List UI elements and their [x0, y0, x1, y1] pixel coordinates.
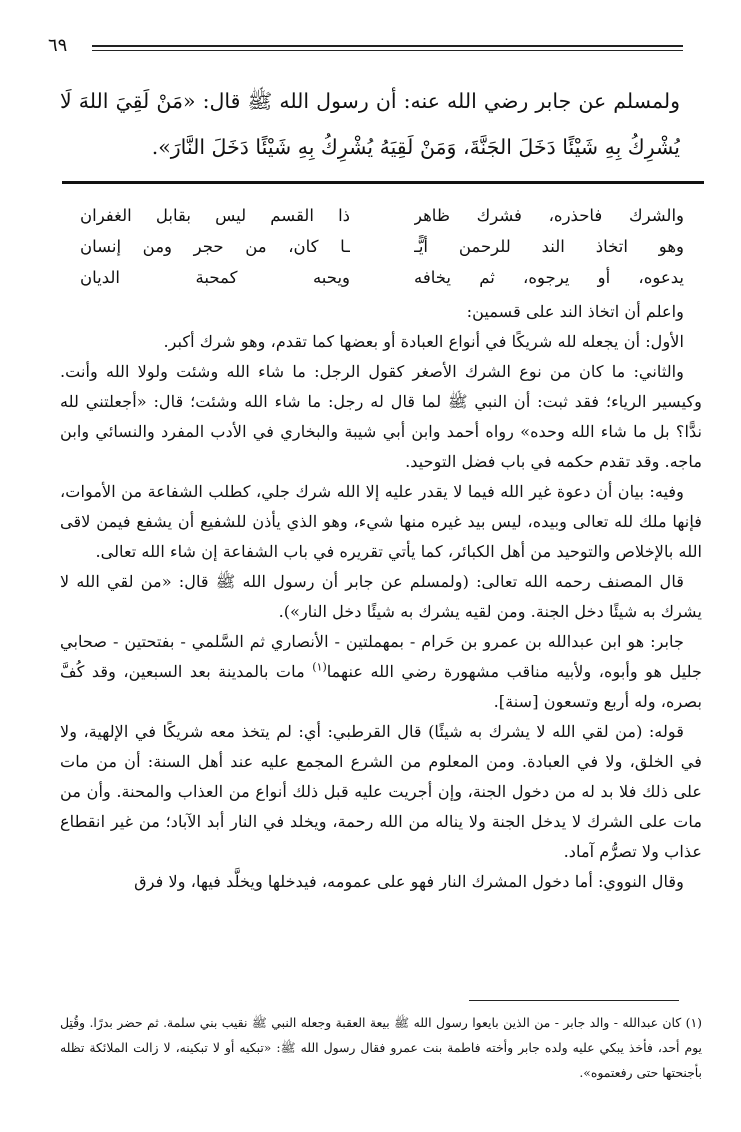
paragraph: واعلم أن اتخاذ الند على قسمين:: [466, 302, 684, 321]
paragraph: قوله: (من لقي الله لا يشرك به شيئًا) قال القرطبي: أي: لم يتخذ معه شريكًا في الإلهية، ولا في الخلق، ولا في العبادة. ومن المعلوم من الشرع المجمع عليه عند أهل السنة: أن من مات على ذلك فلا بد له من دخول الجنة، وإن أجريت عليه قبل ذلك أنواع من العذاب والمحنة. وأن من مات على الشرك لا يدخل الجنة ولا يناله من الله رحمة، ويخلد في النار أبد الآباد؛ من غير انقطاع عذاب ولا تصرُّم آماد.: [60, 722, 702, 861]
verse-first-hemistich: وهو اتخاذ الند للرحمن أيًّـ: [414, 237, 684, 256]
header-rule-thin: [92, 50, 683, 51]
paragraph: [60, 627, 702, 717]
paragraph: قال المصنف رحمه الله تعالى: (ولمسلم عن جابر أن رسول الله ﷺ قال: «من لقي الله لا يشرك به شيئًا دخل الجنة. ومن لقيه يشرك به شيئًا دخل النار»).: [60, 572, 702, 621]
body-text: [60, 297, 702, 962]
footnote-rule: [469, 1000, 679, 1001]
page-number: ٦٩: [48, 35, 68, 56]
footnotes: [60, 1010, 702, 1098]
hadith-box: [60, 78, 680, 178]
section-separator: [62, 181, 704, 184]
paragraph: الأول: أن يجعله لله شريكًا في أنواع العبادة أو بعضها كما تقدم، وهو شرك أكبر.: [163, 332, 684, 351]
verse-second-hemistich: ـا كان، من حجر ومن إنسان: [80, 237, 350, 256]
paragraph-text: مات بالمدينة بعد السبعين، وقد كُفَّ بصره، وله أربع وتسعون [سنة].: [60, 662, 702, 711]
footnote: (١) كان عبدالله - والد جابر - من الذين بايعوا رسول الله ﷺ بيعة العقبة وجعله النبي ﷺ نقيب بني سلمة. ثم حضر بدرًا. وقُتِل يوم أحد، فأخذ يبكي عليه ولده جابر وأخته فاطمة بنت عمرو فقال رسول الله ﷺ: «تبكيه أو لا تبكينه، لا زالت الملائكة تظله بأجنحتها حتى رفعتموه».: [60, 1015, 702, 1080]
page-header: [48, 36, 683, 56]
poem-verse: [80, 262, 684, 293]
paragraph: وقال النووي: أما دخول المشرك النار فهو على عمومه، فيدخلها ويخلَّد فيها، ولا فرق: [134, 872, 684, 891]
poem-verse: [80, 231, 684, 262]
verse-second-hemistich: ويحبه كمحبة الديان: [80, 268, 350, 287]
header-rule: [92, 45, 683, 47]
poem: [80, 200, 684, 296]
paragraph-text: جابر: هو ابن عبدالله بن عمرو بن حَرام - بمهملتين - الأنصاري ثم السَّلمي - بفتحتين - صحابي جليل هو وأبوه، ولأبيه مناقب مشهورة رضي الله عنهما: [60, 632, 702, 681]
paragraph: وفيه: بيان أن دعوة غير الله فيما لا يقدر عليه إلا الله شرك جلي، كطلب الشفاعة من الأموات، فإنها ملك لله تعالى وبيده، ليس بيد غيره منها شيء، وهو الذي يأذن للشفيع أن يشفع فيمن لاقى الله بالإخلاص والتوحيد من أهل الكبائر، كما يأتي تقريره في باب الشفاعة إن شاء الله تعالى.: [60, 482, 702, 561]
verse-second-hemistich: ذا القسم ليس بقابل الغفران: [80, 206, 350, 225]
verse-first-hemistich: يدعوه، أو يرجوه، ثم يخافه: [414, 268, 684, 287]
poem-verse: [80, 200, 684, 231]
hadith-text: ولمسلم عن جابر رضي الله عنه: أن رسول الله ﷺ قال: «مَنْ لَقِيَ اللهَ لَا يُشْرِكُ بِهِ شَيْئًا دَخَلَ الجَنَّةَ، وَمَنْ لَقِيَهُ يُشْرِكُ بِهِ شَيْئًا دَخَلَ النَّارَ».: [60, 89, 680, 159]
paragraph: والثاني: ما كان من نوع الشرك الأصغر كقول الرجل: ما شاء الله وشئت ولولا الله وأنت. وكيسير الرياء؛ فقد ثبت: أن النبي ﷺ لما قال له رجل: ما شاء الله وشئت؛ قال: «أجعلتني لله ندًّا؟ بل ما شاء الله وحده» رواه أحمد وابن أبي شيبة والبخاري في الأدب المفرد والنسائي وابن ماجه. وقد تقدم حكمه في باب فضل التوحيد.: [60, 362, 702, 471]
verse-first-hemistich: والشرك فاحذره، فشرك ظاهر: [414, 206, 684, 225]
footnote-marker: (١): [312, 660, 327, 674]
